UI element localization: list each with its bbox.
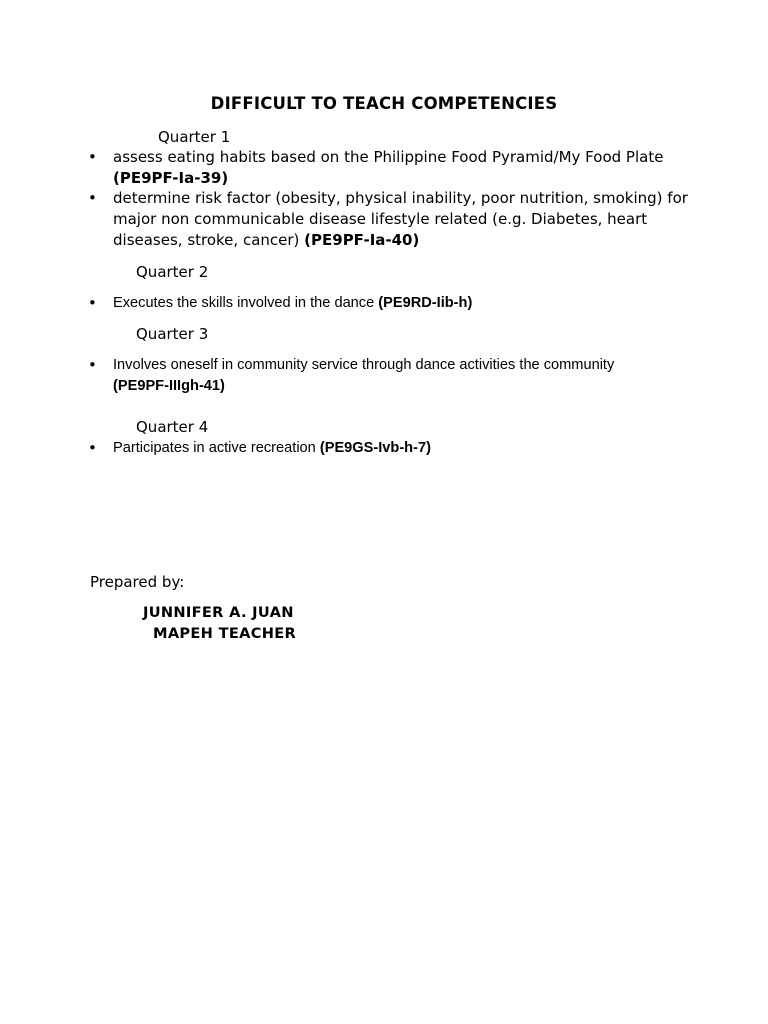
competency-code: (PE9GS-Ivb-h-7) xyxy=(319,440,431,456)
competency-text: Involves oneself in community service through dance activities the community xyxy=(113,357,615,373)
bullet-icon: • xyxy=(88,294,97,312)
document-title: DIFFICULT TO TEACH COMPETENCIES xyxy=(210,94,558,113)
competency-code: (PE9PF-Ia-40) xyxy=(304,230,420,249)
prepared-by-label: Prepared by: xyxy=(90,573,185,591)
bullet-icon: • xyxy=(88,356,97,374)
competency-text: determine risk factor (obesity, physical inability, poor nutrition, smoking) for major non communicable disease lifestyle related (e.g. Diabetes, heart diseases, stroke, cancer) xyxy=(113,189,688,249)
bullet-icon: • xyxy=(88,148,97,166)
competency-item xyxy=(113,293,688,314)
competency-text: Participates in active recreation xyxy=(113,440,320,456)
quarter-3-label: Quarter 3 xyxy=(136,325,209,343)
bullet-icon: • xyxy=(88,189,97,207)
competency-text: Executes the skills involved in the dance xyxy=(113,295,379,311)
competency-code: (PE9PF-IIIgh-41) xyxy=(113,377,225,394)
signatory-position: MAPEH TEACHER xyxy=(153,625,297,642)
bullet-icon: • xyxy=(88,439,97,457)
competency-code: (PE9PF-Ia-39) xyxy=(113,168,229,187)
competency-code: (PE9RD-Iib-h) xyxy=(378,295,473,311)
competency-item xyxy=(113,438,688,459)
competency-text: assess eating habits based on the Philippine Food Pyramid/My Food Plate xyxy=(113,148,664,166)
competency-item xyxy=(113,147,688,189)
signatory-name: JUNNIFER A. JUAN xyxy=(143,604,294,621)
competency-item xyxy=(113,355,688,396)
quarter-1-label: Quarter 1 xyxy=(158,128,231,146)
quarter-4-label: Quarter 4 xyxy=(136,418,209,436)
competency-item xyxy=(113,188,688,250)
quarter-2-label: Quarter 2 xyxy=(136,263,209,281)
